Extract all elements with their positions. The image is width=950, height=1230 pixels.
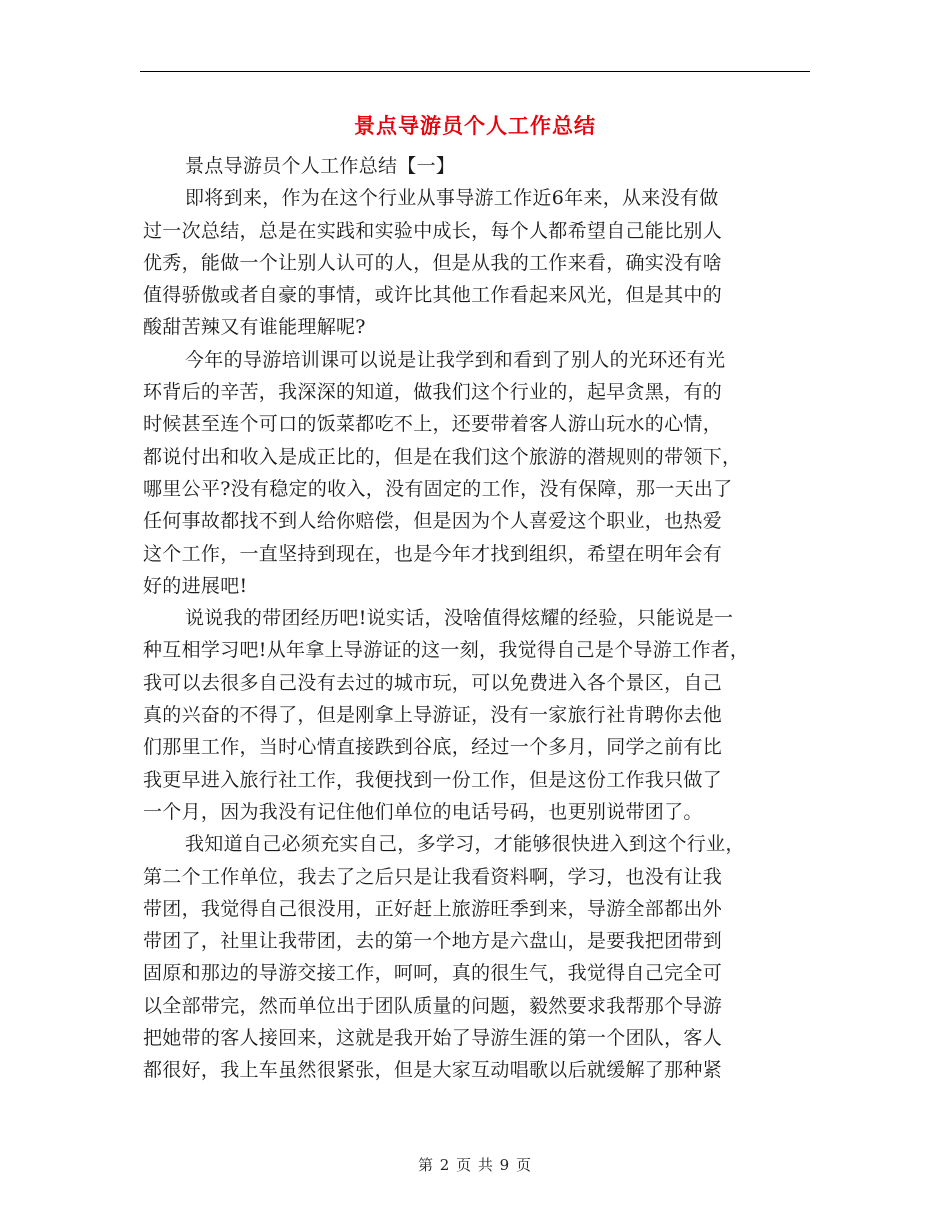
paragraph-line: 这个工作，一直坚持到现在，也是今年才找到组织，希望在明年会有 [143,542,723,565]
page-number: 第 2 页 共 9 页 [418,1156,532,1174]
paragraph-line: 带团，我觉得自己很没用，正好赶上旅游旺季到来，导游全部都出外 [143,897,723,920]
document-body [143,150,811,1087]
paragraph-line: 过一次总结，总是在实践和实验中成长，每个人都希望自己能比别人 [143,219,723,242]
paragraph-line: 固原和那边的导游交接工作，呵呵，真的很生气，我觉得自己完全可 [143,962,723,985]
paragraph-line: 真的兴奋的不得了，但是刚拿上导游证，没有一家旅行社肯聘你去他 [143,704,723,727]
paragraph-line: 种互相学习吧!从年拿上导游证的这一刻，我觉得自己是个导游工作者， [143,639,750,662]
paragraph-line: 任何事故都找不到人给你赔偿，但是因为个人喜爱这个职业，也热爱 [143,510,723,533]
paragraph-line: 都说付出和收入是成正比的，但是在我们这个旅游的潜规则的带领下， [143,445,742,468]
paragraph-line: 哪里公平?没有稳定的收入，没有固定的工作，没有保障，那一天出了 [143,477,733,500]
paragraph-line: 今年的导游培训课可以说是让我学到和看到了别人的光环还有光 [185,348,726,371]
paragraph-line: 即将到来，作为在这个行业从事导游工作近6年来，从来没有做 [185,187,719,210]
paragraph-line: 时候甚至连个可口的饭菜都吃不上，还要带着客人游山玩水的心情， [143,413,723,436]
paragraph-line: 都很好，我上车虽然很紧张，但是大家互动唱歌以后就缓解了那种紧 [143,1059,723,1082]
paragraph-line: 环背后的辛苦，我深深的知道，做我们这个行业的，起早贪黑，有的 [143,381,723,404]
paragraph-line: 值得骄傲或者自豪的事情，或许比其他工作看起来风光，但是其中的 [143,284,723,307]
paragraph-line: 优秀，能做一个让别人认可的人，但是从我的工作来看，确实没有啥 [143,251,723,274]
paragraph-line: 带团了，社里让我带团，去的第一个地方是六盘山，是要我把团带到 [143,930,723,953]
paragraph-line: 我知道自己必须充实自己，多学习，才能够很快进入到这个行业， [185,833,745,856]
paragraph-line: 我可以去很多自己没有去过的城市玩，可以免费进入各个景区，自己 [143,671,723,694]
paragraph-line: 第二个工作单位，我去了之后只是让我看资料啊，学习，也没有让我 [143,865,723,888]
paragraph-line: 把她带的客人接回来，这就是我开始了导游生涯的第一个团队，客人 [143,1027,723,1050]
paragraph-line: 我更早进入旅行社工作，我便找到一份工作，但是这份工作我只做了 [143,768,723,791]
header-rule [140,71,810,72]
paragraph-line: 以全部带完，然而单位出于团队质量的问题，毅然要求我帮那个导游 [143,994,723,1017]
paragraph-line: 们那里工作，当时心情直接跌到谷底，经过一个多月，同学之前有比 [143,736,723,759]
paragraph-line: 酸甜苦辣又有谁能理解呢? [143,316,366,339]
paragraph-line: 一个月，因为我没有记住他们单位的电话号码，也更别说带团了。 [143,800,703,823]
paragraph-line: 好的进展吧! [143,574,248,597]
section-heading: 景点导游员个人工作总结【一】 [185,155,456,177]
document-title: 景点导游员个人工作总结 [354,113,596,138]
paragraph-line: 说说我的带团经历吧!说实话，没啥值得炫耀的经验，只能说是一 [185,607,734,630]
